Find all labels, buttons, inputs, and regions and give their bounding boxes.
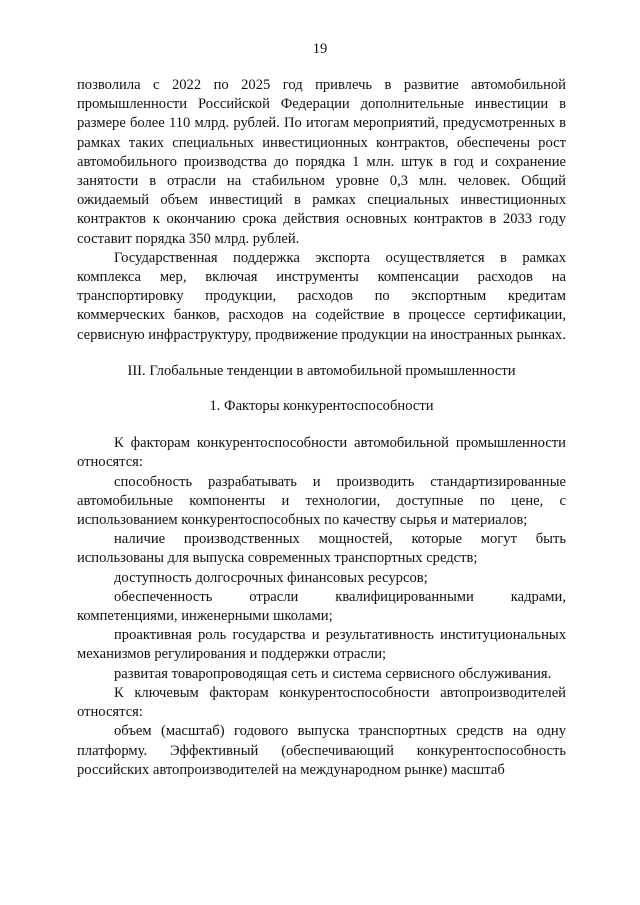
paragraph-factors-intro: К факторам конкурентоспособности автомобильной промышленности относятся: — [77, 435, 566, 471]
page-number: 19 — [312, 41, 328, 57]
list-item-state-role: проактивная роль государства и результативность институциональных механизмов регулирования и поддержки отрасли; — [77, 627, 566, 663]
subsection-heading: 1. Факторы конкурентоспособности — [209, 398, 434, 415]
paragraph-key-factors-intro: К ключевым факторам конкурентоспособности автопроизводителей относятся: — [77, 684, 566, 721]
list-item-distribution-network: развитая товаропроводящая сеть и система сервисного обслуживания. — [114, 665, 552, 682]
paragraph-investment-continuation: позволила с 2022 по 2025 год привлечь в развитие автомобильной промышленности Российской Федерации дополнительные инвестиции в размере более 110 млрд. рублей. По итогам мероприятий, предусмотренных в рамках таких специальных инвестиционных контрактов, обеспечены рост автомобильного производства до порядка 1 млн. штук в год и сохранение занятости в отрасли на стабильном уровне 0,3 млн. человек. Общий ожидаемый объем инвестиций в рамках специальных инвестиционных контрактов к окончанию срока действия основных контрактов в 2033 году составит порядка 350 млрд. рублей. — [77, 77, 566, 247]
document-body — [77, 76, 566, 780]
paragraph-export-support: Государственная поддержка экспорта осуществляется в рамках комплекса мер, включая инструменты компенсации расходов на транспортировку продукции, расходов по экспортным кредитам коммерческих банков, расходов на содействие в процессе сертификации, сервисную инфраструктуру, продвижение продукции на иностранных рынках. — [77, 249, 566, 343]
section-heading: III. Глобальные тенденции в автомобильной промышленности — [127, 362, 516, 379]
list-item-financial-resources: доступность долгосрочных финансовых ресурсов; — [114, 569, 428, 586]
list-item-standardized-components: способность разрабатывать и производить стандартизированные автомобильные компоненты и технологии, доступные по цене, с использованием конкурентоспособных по качеству сырья и материалов; — [77, 473, 566, 529]
list-item-production-volume: объем (масштаб) годового выпуска транспортных средств на одну платформу. Эффективный (обеспечивающий конкурентоспособность российских автопроизводителей на международном рынке) масштаб — [77, 723, 566, 778]
list-item-production-capacity: наличие производственных мощностей, которые могут быть использованы для выпуска современных транспортных средств; — [77, 531, 566, 567]
list-item-qualified-personnel: обеспеченность отрасли квалифицированными кадрами, компетенциями, инженерными школами; — [77, 588, 566, 625]
